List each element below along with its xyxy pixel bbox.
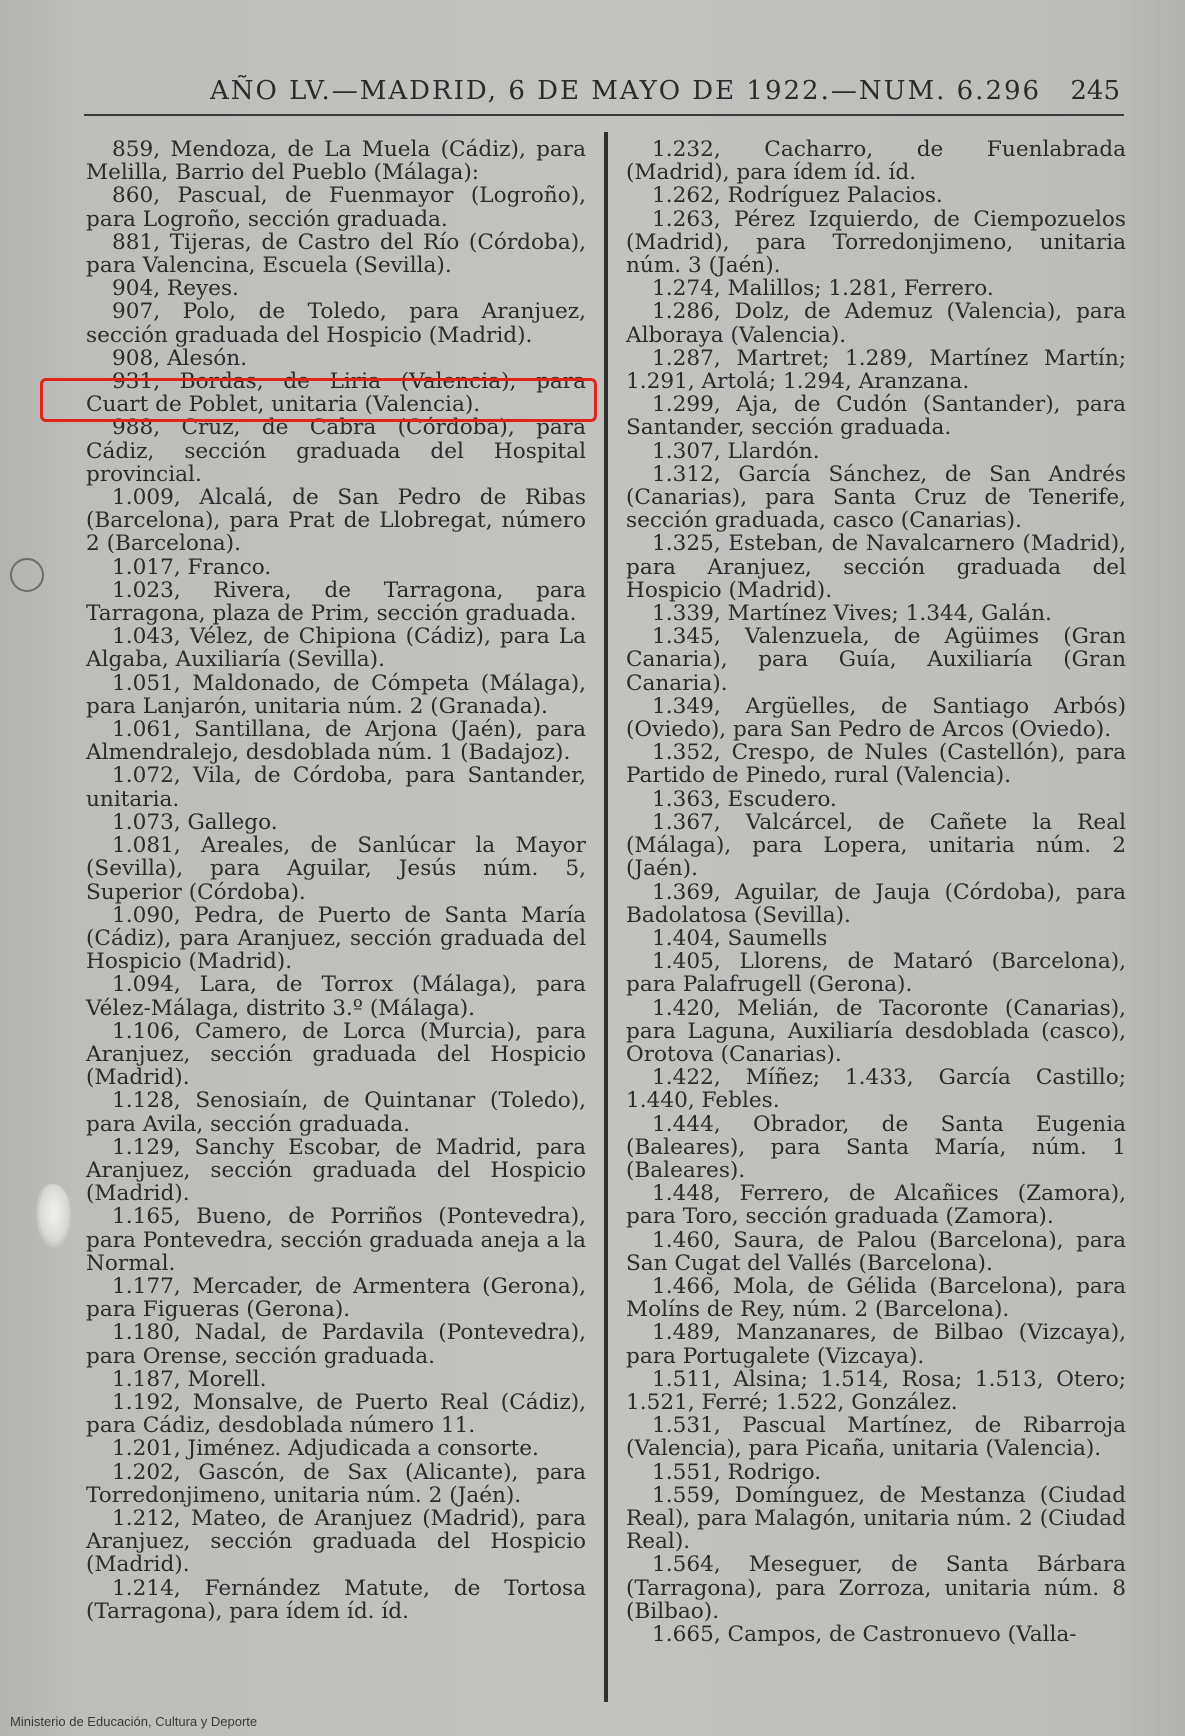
list-entry: 931, Bordas, de Liria (Valencia), para Cuart de Poblet, unitaria (Valencia). [86,369,586,418]
list-entry: 1.212, Mateo, de Aranjuez (Madrid), para Aranjuez, sección graduada del Hospicio (Madrid). [86,1505,586,1578]
list-entry: 1.214, Fernández Matute, de Tortosa (Tarragona), para ídem íd. íd. [86,1575,586,1624]
list-entry: 1.017, Franco. [112,554,272,580]
list-entry: 1.665, Campos, de Castronuevo (Valla- [652,1622,1077,1647]
list-entry: 1.106, Camero, de Lorca (Murcia), para Aranjuez, sección graduada del Hospicio (Madrid). [86,1018,586,1091]
list-entry: 1.369, Aguilar, de Jauja (Córdoba), para Badolatosa (Sevilla). [626,879,1126,928]
list-entry: 1.564, Meseguer, de Santa Bárbara (Tarragona), para Zorroza, unitaria núm. 8 (Bilbao). [626,1552,1126,1624]
list-entry: 1.299, Aja, de Cudón (Santander), para Santander, sección graduada. [626,392,1126,441]
list-entry: 1.287, Martret; 1.289, Martínez Martín; 1.291, Artolá; 1.294, Aranzana. [626,345,1126,395]
list-entry: 1.009, Alcalá, de San Pedro de Ribas (Barcelona), para Prat de Llobregat, número 2 (Barcelona). [86,485,586,557]
list-entry: 1.274, Malillos; 1.281, Ferrero. [652,276,994,302]
list-entry: 904, Reyes. [112,276,239,302]
list-entry: 1.073, Gallego. [112,809,278,835]
list-entry: 1.511, Alsina; 1.514, Rosa; 1.513, Otero; 1.521, Ferré; 1.522, González. [626,1366,1126,1415]
list-entry: 1.263, Pérez Izquierdo, de Ciempozuelos (Madrid), para Torredonjimeno, unitaria núm. 3 (Jaén). [626,206,1126,279]
list-entry: 1.489, Manzanares, de Bilbao (Vizcaya), para Portugalete (Vizcaya). [626,1320,1126,1369]
header-rule [84,114,1124,116]
list-entry: 859, Mendoza, de La Muela (Cádiz), para Melilla, Barrio del Pueblo (Málaga): [86,137,586,186]
list-entry: 1.345, Valenzuela, de Agüimes (Gran Canaria), para Guía, Auxiliaría (Gran Canaria). [626,624,1126,696]
list-entry: 1.165, Bueno, de Porriños (Pontevedra), para Pontevedra, sección graduada aneja a la Normal. [86,1204,586,1276]
list-entry: 1.363, Escudero. [652,786,837,812]
list-entry: 1.422, Míñez; 1.433, García Castillo; 1.440, Febles. [626,1065,1126,1114]
page-number: 245 [1070,76,1120,106]
list-entry: 1.201, Jiménez. Adjudicada a consorte. [112,1436,539,1462]
list-entry: 881, Tijeras, de Castro del Río (Córdoba), para Valencina, Escuela (Sevilla). [86,229,586,279]
list-entry: 1.061, Santillana, de Arjona (Jaén), para Almendralejo, desdoblada núm. 1 (Badajoz). [86,717,586,766]
page-header [84,76,1124,116]
list-entry: 1.307, Llardón. [652,438,820,464]
list-entry: 908, Alesón. [112,345,248,371]
binding-hole-mark [10,558,44,592]
highlight-box [40,378,597,422]
list-entry: 1.312, García Sánchez, de San Andrés (Canarias), para Santa Cruz de Tenerife, sección graduada, casco (Canarias). [626,461,1126,534]
paper-damage-mark [36,1184,72,1248]
list-entry: 1.405, Llorens, de Mataró (Barcelona), para Palafrugell (Gerona). [626,949,1126,998]
list-entry: 1.232, Cacharro, de Fuenlabrada (Madrid), para ídem íd. íd. [626,137,1126,186]
list-entry: 1.460, Saura, de Palou (Barcelona), para San Cugat del Vallés (Barcelona). [626,1227,1126,1276]
list-entry: 1.177, Mercader, de Armentera (Gerona), para Figueras (Gerona). [86,1273,586,1323]
list-entry: 988, Cruz, de Cabra (Córdoba), para Cádiz, sección graduada del Hospital provincial. [86,415,586,487]
list-entry: 1.352, Crespo, de Nules (Castellón), para Partido de Pinedo, rural (Valencia). [626,740,1126,789]
list-entry: 1.367, Valcárcel, de Cañete la Real (Málaga), para Lopera, unitaria núm. 2 (Jaén). [626,809,1126,882]
list-entry: 1.187, Morell. [112,1366,267,1392]
list-entry: 1.262, Rodríguez Palacios. [652,183,943,209]
list-entry: 1.051, Maldonado, de Cómpeta (Málaga), para Lanjarón, unitaria núm. 2 (Granada). [86,670,586,719]
right-column [626,138,1126,1646]
list-entry: 1.023, Rivera, de Tarragona, para Tarragona, plaza de Prim, sección graduada. [86,577,586,627]
column-divider [604,132,608,1702]
list-entry: 1.043, Vélez, de Chipiona (Cádiz), para La Algaba, Auxiliaría (Sevilla). [86,624,586,673]
list-entry: 1.559, Domínguez, de Mestanza (Ciudad Real), para Malagón, unitaria núm. 2 (Ciudad Real). [626,1482,1126,1555]
list-entry: 1.094, Lara, de Torrox (Málaga), para Vélez-Málaga, distrito 3.º (Málaga). [86,972,586,1021]
list-entry: 1.448, Ferrero, de Alcañices (Zamora), para Toro, sección graduada (Zamora). [626,1181,1126,1230]
list-entry: 1.466, Mola, de Gélida (Barcelona), para Molíns de Rey, núm. 2 (Barcelona). [626,1273,1126,1323]
left-column [86,138,586,1623]
list-entry: 1.192, Monsalve, de Puerto Real (Cádiz), para Cádiz, desdoblada número 11. [86,1389,586,1439]
list-entry: 860, Pascual, de Fuenmayor (Logroño), para Logroño, sección graduada. [86,183,586,232]
list-entry: 1.420, Melián, de Tacoronte (Canarias), para Laguna, Auxiliaría desdoblada (casco), Orotova (Canarias). [626,995,1126,1067]
list-entry: 1.551, Rodrigo. [652,1459,822,1485]
list-entry: 1.531, Pascual Martínez, de Ribarroja (Valencia), para Picaña, unitaria (Valencia). [626,1413,1126,1462]
list-entry: 1.404, Saumells [652,925,828,951]
list-entry: 1.081, Areales, de Sanlúcar la Mayor (Sevilla), para Aguilar, Jesús núm. 5, Superior (Córdoba). [86,833,586,905]
list-entry: 1.090, Pedra, de Puerto de Santa María (Cádiz), para Aranjuez, sección graduada del Hospicio (Madrid). [86,902,586,975]
list-entry: 1.339, Martínez Vives; 1.344, Galán. [652,601,1052,627]
list-entry: 1.202, Gascón, de Sax (Alicante), para Torredonjimeno, unitaria núm. 2 (Jaén). [86,1459,586,1508]
list-entry: 1.128, Senosiaín, de Quintanar (Toledo), para Avila, sección graduada. [86,1088,586,1137]
header-title: AÑO LV.—MADRID, 6 DE MAYO DE 1922.—NUM. 6.296 [210,76,1042,106]
footer-credit: Ministerio de Educación, Cultura y Deporte [10,1714,258,1729]
list-entry: 1.325, Esteban, de Navalcarnero (Madrid), para Aranjuez, sección graduada del Hospicio (Madrid). [626,531,1126,603]
list-entry: 907, Polo, de Toledo, para Aranjuez, sección graduada del Hospicio (Madrid). [86,299,586,348]
list-entry: 1.072, Vila, de Córdoba, para Santander, unitaria. [86,763,586,812]
list-entry: 1.286, Dolz, de Ademuz (Valencia), para Alboraya (Valencia). [626,299,1126,348]
list-entry: 1.180, Nadal, de Pardavila (Pontevedra), para Orense, sección graduada. [86,1320,586,1369]
list-entry: 1.129, Sanchy Escobar, de Madrid, para Aranjuez, sección graduada del Hospicio (Madrid). [86,1134,586,1207]
list-entry: 1.349, Argüelles, de Santiago Arbós) (Oviedo), para San Pedro de Arcos (Oviedo). [626,693,1126,743]
list-entry: 1.444, Obrador, de Santa Eugenia (Baleares), para Santa María, núm. 1 (Baleares). [626,1111,1126,1183]
